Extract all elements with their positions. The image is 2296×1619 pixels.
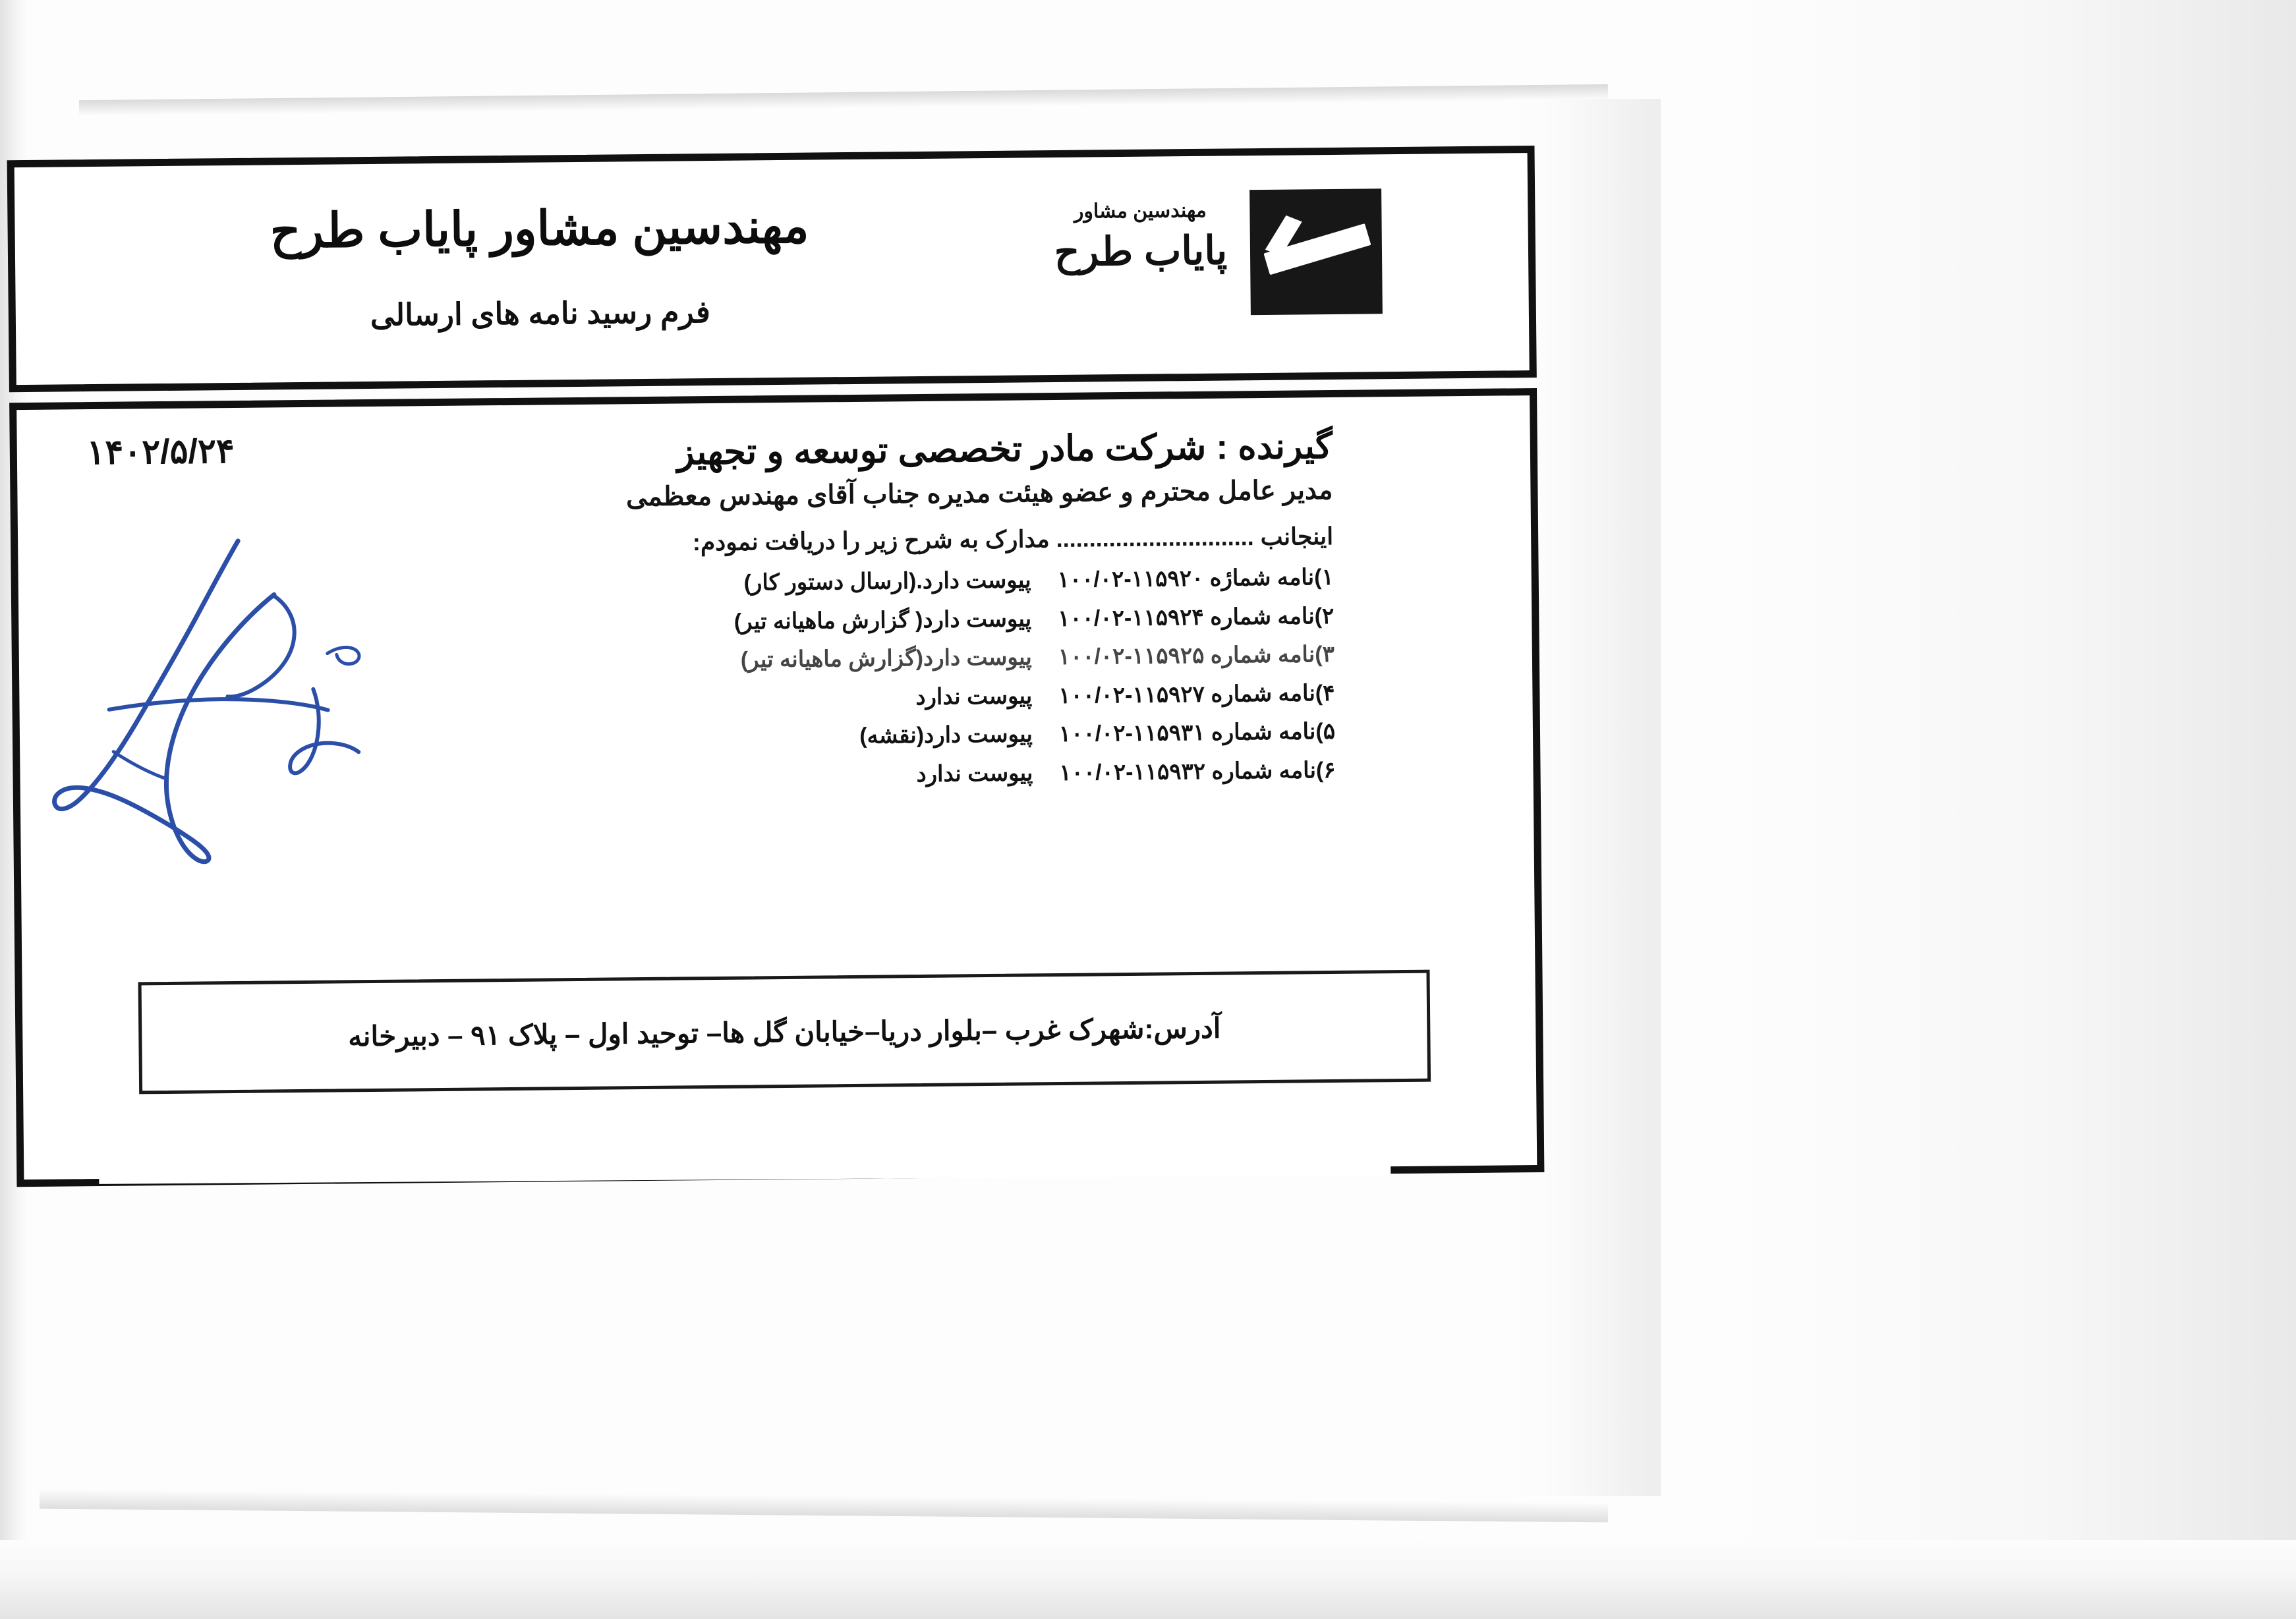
item-label: نامه شماره ۱۱۵۹۲۷-۱۰۰/۰۲: [1058, 680, 1316, 708]
logo-wordmark: [1041, 199, 1240, 274]
item-label: نامه شماره ۱۱۵۹۳۲-۱۰۰/۰۲: [1059, 757, 1317, 785]
item-label: نامه شماره ۱۱۵۹۳۱-۱۰۰/۰۲: [1058, 719, 1316, 747]
item-number: ۶): [1315, 757, 1336, 783]
item-number: ۵): [1315, 718, 1336, 745]
item-attachment: پیوست دارد(گزارش ماهیانه تیر): [740, 644, 1032, 673]
form-title: فرم رسید نامه های ارسالی: [370, 295, 711, 332]
item-number: ۴): [1315, 680, 1335, 706]
list-item: [359, 563, 1334, 601]
item-label: نامه شماره ۱۱۵۹۲۵-۱۰۰/۰۲: [1058, 642, 1315, 669]
scan-artifact-sliver: [99, 1116, 1391, 1184]
scan-edge-bottom: [0, 1540, 2296, 1619]
scan-edge-right: [1729, 0, 2296, 1619]
paper-shadow-bottom: [40, 1489, 1608, 1523]
item-label: نامه شمارٔه ۱۱۵۹۲۰-۱۰۰/۰۲: [1057, 565, 1315, 592]
list-item: [360, 718, 1335, 755]
items-list: [359, 563, 1336, 804]
list-item: [359, 640, 1335, 678]
recipient-label: گیرنده :: [1216, 426, 1333, 467]
list-item: [360, 756, 1335, 793]
item-number: ۲): [1314, 603, 1335, 629]
document-body: [9, 388, 1544, 1187]
item-attachment: پیوست ندارد: [915, 683, 1033, 710]
date-field: ۱۴۰۲/۵/۲۴: [86, 432, 235, 472]
undersigned-line: اینجانب .............................. مدارک به شرح زیر را دریافت نمودم:: [692, 522, 1334, 556]
document-header: [7, 146, 1537, 392]
company-logo-icon: [1249, 188, 1383, 315]
list-item: [359, 602, 1334, 639]
address-box: [138, 970, 1431, 1094]
recipient-subtitle: مدیر عامل محترم و عضو هیئت مدیره جناب آقای مهندس معظمی: [625, 475, 1333, 512]
item-attachment: پیوست دارد.(ارسال دستور کار): [743, 567, 1031, 596]
item-number: ۳): [1315, 641, 1335, 667]
document-page: [7, 146, 1559, 1188]
recipient-name: شرکت مادر تخصصی توسعه و تجهیز: [677, 427, 1207, 472]
logo-top-text: مهندسین مشاور: [1074, 199, 1207, 223]
item-number: ۱): [1313, 564, 1334, 590]
list-item: [359, 679, 1335, 716]
recipient-line: [677, 425, 1333, 473]
header-titles: [51, 196, 1028, 335]
item-attachment: پیوست ندارد: [916, 760, 1033, 787]
logo-main-text: پایاب طرح: [1054, 228, 1228, 275]
item-label: نامه شماره ۱۱۵۹۲۴-۱۰۰/۰۲: [1057, 603, 1315, 631]
item-attachment: پیوست دارد( گزارش ماهیانه تیر): [733, 606, 1032, 635]
item-attachment: پیوست دارد(نقشه): [859, 722, 1033, 749]
organization-title: مهندسین مشاور پایاب طرح: [270, 200, 809, 258]
paper-shadow-top: [79, 84, 1608, 116]
address-text: آدرس:شهرک غرب –بلوار دریا–خیابان گل ها– توحید اول – پلاک ۹۱ – دبیرخانه: [348, 1012, 1221, 1052]
